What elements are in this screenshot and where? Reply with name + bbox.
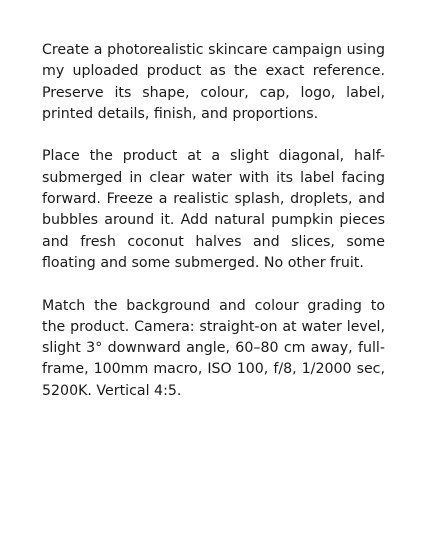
paragraph-scene-description: Place the product at a slight diagonal, half-submerged in clear water with its label facing forward. Freeze a realistic splash, droplets, and bubbles around it. Add natural pumpkin pieces and fresh coconut halves and slices, some floating and some submerged. No other fruit. bbox=[42, 148, 385, 271]
paragraph-product-reference: Create a photorealistic skincare campaign using my uploaded product as the exact reference. Preserve its shape, colour, cap, logo, label, printed details, finish, and proportions. bbox=[42, 42, 385, 122]
document-body bbox=[42, 40, 385, 402]
paragraph-camera-settings: Match the background and colour grading to the product. Camera: straight-on at water level, slight 3° downward angle, 60–80 cm away, full-frame, 100mm macro, ISO 100, f/8, 1/2000 sec, 5200K. Vertical 4:5. bbox=[42, 297, 385, 399]
